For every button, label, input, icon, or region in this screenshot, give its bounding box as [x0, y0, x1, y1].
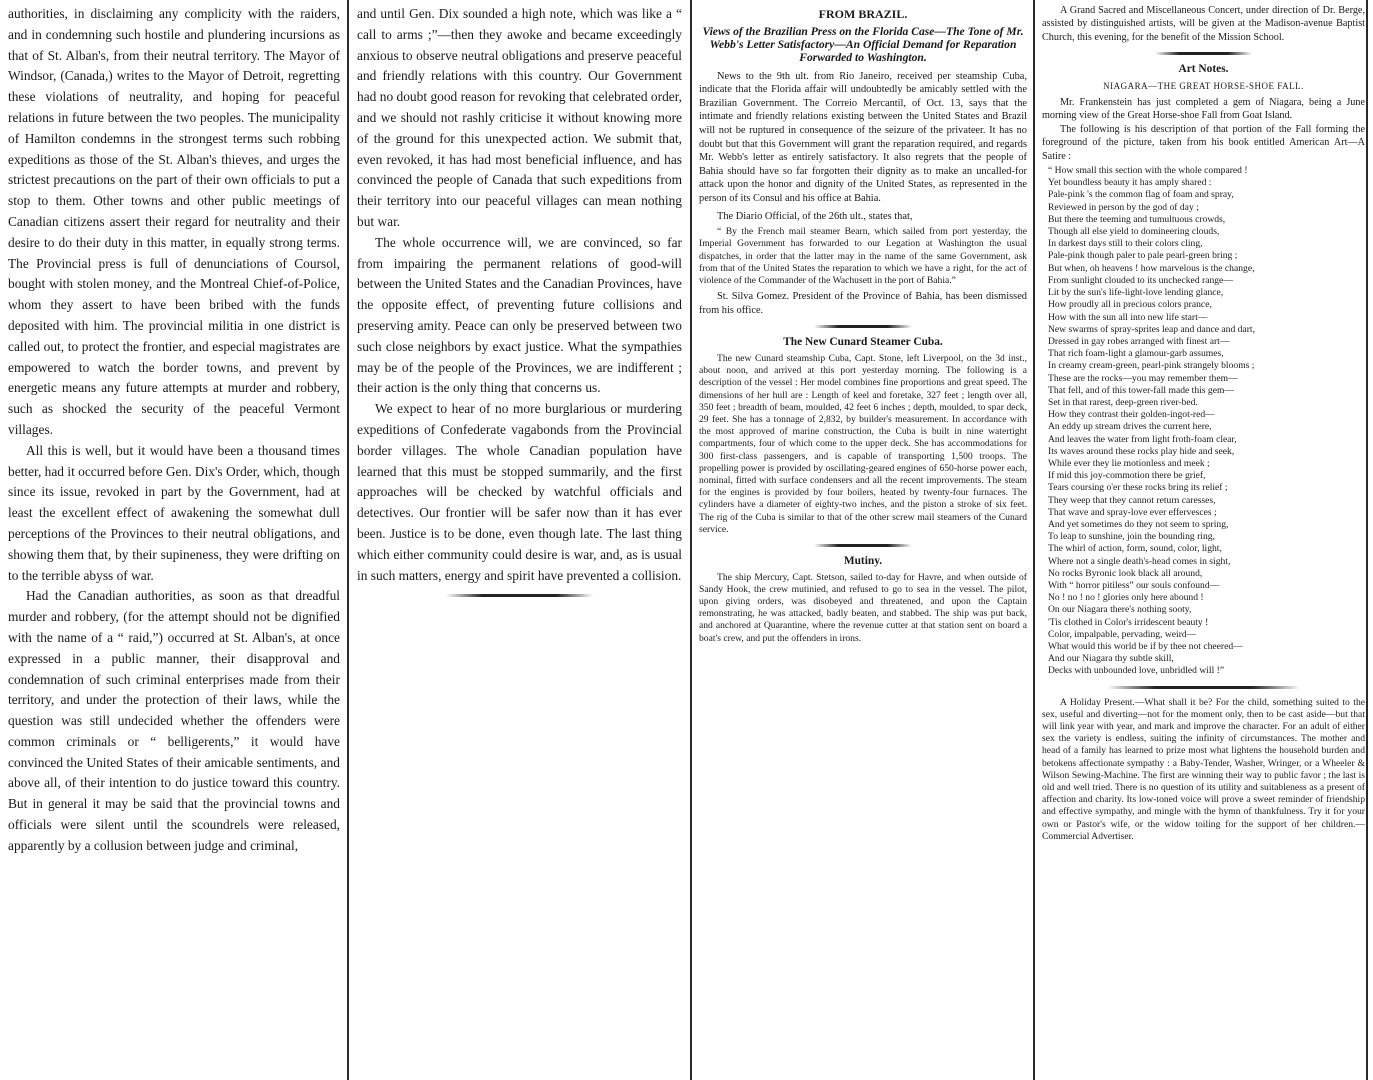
poem-line: They weep that they cannot return caresses, — [1048, 494, 1216, 506]
poem-line: Pale-pink though paler to pale pearl-green bring ; — [1048, 250, 1238, 262]
poem-line: Lit by the sun's life-light-love lending glance, — [1048, 287, 1224, 299]
poem-line: How proudly all in precious colors prance, — [1048, 299, 1212, 311]
cunard-heading: The New Cunard Steamer Cuba. — [783, 336, 943, 349]
column-4 — [1042, 4, 1365, 843]
col2-end-rule — [446, 594, 592, 597]
col2-paragraph-3: We expect to hear of no more burglarious or murdering expeditions of Confederate vagabonds from the Provincial border villages. The whole Canadian population have learned that this must be stopped summarily, and the first approaches will be checked by watchful officials and detectives. Our frontier will be safer now than it has ever been. Justice is to be done, even though late. The last thing which either community could desire is war, and, as is usual in such matters, energy and spirit have prevented a collision. — [357, 401, 682, 583]
niagara-poem — [1048, 165, 1365, 678]
poem-line: Where not a single death's-head comes in sight, — [1048, 555, 1231, 567]
poem-line: That rich foam-light a glamour-garb assumes, — [1048, 348, 1224, 360]
poem-line: No rocks Byronic look black all around, — [1048, 567, 1203, 579]
poem-line: Yet boundless beauty it has amply shared : — [1048, 177, 1212, 189]
holiday-present-paragraph: A Holiday Present.—What shall it be? For the child, something suited to the sex, useful and diverting—not for the moment only, then to be cast aside—but that will link year with year, and mark and improve the character. For an adult of either sex the variety is endless, suiting the infinity of circumstances. The mother and head of a family has learned to prize most what lightens the household burden and betokens affectionate sympathy : a Baby-Tender, Washer, Wringer, or a Wheeler & Wilson Sewing-Machine. The first are winning their way to public favor ; the last is old and well tried. There is no question of its utility and suitableness as a present of affection and charity. Its low-toned voice will prove a sweet reminder of friendship and effective sympathy, and mingle with the hymn of thankfulness. Try it for your own or Pastor's wife, or the widow toiling for the support of her children.—Commercial Advertiser. — [1042, 696, 1365, 842]
brazil-quote: “ By the French mail steamer Bearn, which sailed from port yesterday, the Imperial Government has forwarded to our Legation at Washington the usual dispatches, in order that the latter may in the name of the same Government, ask from that of the United States the reparation to which we have a right, for the act of violence of the Commander of the Wachusett in the port of Bahia.” — [699, 226, 1027, 286]
poem-line: That fell, and of this tower-fall made this gem— — [1048, 384, 1235, 396]
poem-line: But when, oh heavens ! how marvelous is the change, — [1048, 262, 1255, 274]
brazil-paragraph-3: St. Silva Gomez. President of the Province of Bahia, has been dismissed from his office. — [699, 291, 1027, 316]
poem-line: The whirl of action, form, sound, color, light, — [1048, 543, 1222, 555]
poem-line: Set in that rarest, deep-green river-bed. — [1048, 396, 1198, 408]
mutiny-paragraph: The ship Mercury, Capt. Stetson, sailed to-day for Havre, and when outside of Sandy Hook, the crew mutinied, and refused to go to sea in the vessel. The pilot, upon giving orders, was disobeyed and threatened, and upon the Captain remonstrating, he was attacked, badly beaten, and stabbed. The ship was put back, and anchored at Quarantine, where the revenue cutter at that station sent on board a boat's crew, and put the offenders in irons. — [699, 571, 1027, 644]
poem-line: 'Tis clothed in Color's irridescent beauty ! — [1048, 616, 1209, 628]
cunard-end-rule — [814, 544, 912, 547]
col2-paragraph-1: and until Gen. Dix sounded a high note, which was like a “ call to arms ;”—then they awoke and became exceedingly anxious to observe neutral obligations and preserve peaceful and friendly relations with this country. Our Government had no doubt good reason for revoking that celebrated order, and we should not rashly criticise it without knowing more of the ground for this unexpected action. We submit that, even revoked, it has had most beneficial influence, and has convinced the people of Canada that such expeditions from their territory into our peaceful villages can mean nothing but war. — [357, 6, 682, 229]
concert-paragraph: A Grand Sacred and Miscellaneous Concert, under direction of Dr. Berge, assisted by distinguished artists, will be given at the Madison-avenue Baptist Church, this evening, for the benefit of the Mission School. — [1042, 5, 1365, 43]
poem-line: Color, impalpable, pervading, weird— — [1048, 628, 1197, 640]
col1-paragraph-2: All this is well, but it would have been a thousand times better, had it occurred before Gen. Dix's Order, which, though since its issue, revoked in part by the Government, had at least the excellent effect of awakening the somewhat dull perceptions of the Provinces to their neutral obligations, and showing them that, by their supineness, they were drifting on to the terrible abyss of war. — [8, 442, 340, 583]
column-rule-1 — [347, 0, 349, 1080]
cunard-paragraph: The new Cunard steamship Cuba, Capt. Stone, left Liverpool, on the 3d inst., about noon, and arrived at this port yesterday morning. The following is a description of the vessel : Her model combines fine proportions and great speed. The dimensions of her hull are : Length of keel and foretake, 327 feet ; length over all, 350 feet ; breadth of beam, moulded, 42 feet 6 inches ; depth, moulded, to spar deck, 29 feet. She has a tonnage of 2,832, by builder's measurement. In accordance with the most approved of marine construction, the Cuba is built in nine watertight compartments, four of which come to the upper deck. She has accommodations for 300 first-class passengers, and is capable of transporting 1,500 troops. The propelling power is provided by oscillating-geared engines of 650-horse power each, nominal, fitted with surface condensers and all the recent improvements. The steam for the engines is provided by four boilers, heated by twenty-four furnaces. The cylinders have a diameter of eighty-two inches, and the piston a stroke of six feet. The rig of the Cuba is similar to that of the other screw mail steamers of the Cunard service. — [699, 352, 1027, 535]
brazil-paragraph-1: News to the 9th ult. from Rio Janeiro, received per steamship Cuba, indicate that the Florida affair will undoubtedly be amicably settled with the Brazilian Government. The Correio Mercantil, of Oct. 13, says that the intimate and friendly relations existing between the United States and Brazil will not be ruptured in consequence of the seizure of the privateer. It has no doubt but that this Government will grant the reparation required, and regards Mr. Webb's letter as entirely satisfactory. It also regrets that the people of Bahia should have so far forgotten their dignity as to make an uncalled-for attack upon the honor and dignity of the United States, as represented in the person of its Consul and his office at Bahia. — [699, 70, 1027, 204]
column-1 — [8, 4, 340, 857]
poem-line: Though all else yield to domineering clouds, — [1048, 226, 1220, 238]
poem-line: Reviewed in person by the god of day ; — [1048, 201, 1199, 213]
brazil-heading: FROM BRAZIL. — [818, 7, 908, 21]
poem-line: If mid this joy-commotion there be grief, — [1048, 470, 1206, 482]
concert-end-rule — [1155, 52, 1252, 55]
brazil-end-rule — [814, 325, 912, 328]
poem-line: “ How small this section with the whole compared ! — [1048, 165, 1248, 177]
poem-line: In creamy cream-green, pearl-pink strangely blooms ; — [1048, 360, 1255, 372]
art-notes-paragraph-2: The following is his description of that portion of the Fall forming the foreground of the picture, taken from his book entitled American Art—A Satire : — [1042, 123, 1365, 162]
poem-line: To leap to sunshine, join the bounding ring, — [1048, 531, 1215, 543]
poem-line: No ! no ! no ! glories only here abound ! — [1048, 592, 1204, 604]
poem-line: How with the sun all into new life start— — [1048, 311, 1208, 323]
column-rule-2 — [690, 0, 692, 1080]
col1-paragraph-3: Had the Canadian authorities, as soon as that dreadful murder and robbery, (for the attempt should not be dignified with the name of a “ raid,”) occurred at St. Alban's, at once expressed in a public manner, their disapproval and condemnation of such criminal enterprises made from their territory, and under the protection of their laws, while the question was still undecided whether the offenders were common criminals or “ belligerents,” it would have convinced the United States of their amicable sentiments, and above all, of their intention to do justice toward this country. But in general it may be said that the provincial towns and officials were silent until the scoundrels were released, apparently by a collusion between judge and criminal, — [8, 588, 340, 853]
poem-line: Dressed in gay robes arranged with finest art— — [1048, 335, 1230, 347]
poem-line: Its waves around these rocks play hide and seek, — [1048, 445, 1235, 457]
poem-line: In darkest days still to their colors cling, — [1048, 238, 1203, 250]
poem-line: Pale-pink 's the common flag of foam and spray, — [1048, 189, 1234, 201]
brazil-subheading: Views of the Brazilian Press on the Florida Case—The Tone of Mr. Webb's Letter Satisfactory—An Official Demand for Reparation Forwarded to Washington. — [702, 24, 1024, 64]
col1-paragraph-1: authorities, in disclaiming any complicity with the raiders, and in condemning such hostile and plundering incursions as that of St. Alban's, from their neutral territory. The Mayor of Windsor, (Canada,) writes to the Mayor of Detroit, regretting these violations of neutrality, and hoping for peaceful relations in future between the two peoples. The municipality of Hamilton condemns in the strongest terms such robbing expeditions as those of the St. Alban's thieves, and urges the strictest precautions on the part of their own officials to put a stop to them. Other towns and other public meetings of Canadian citizens assert their regard for neutrality and their desire to do their duty in this matter, in equally strong terms. The Provincial press is full of denunciations of Coursol, bought with stolen money, and the Montreal Chief-of-Police, whom they assert to have been bribed with the funds deposited with him. The provincial militia in one district is called out, to protect the frontier, and especial magistrates are empowered to watch the border towns, and prevent by energetic means any future attempts at murder and robbery, such as shocked the security of the peaceful Vermont villages. — [8, 6, 340, 437]
poem-line: That wave and spray-love ever effervesces ; — [1048, 506, 1217, 518]
column-2 — [357, 4, 682, 605]
poem-line: And yet sometimes do they not seem to spring, — [1048, 518, 1229, 530]
brazil-paragraph-2: The Diario Official, of the 26th ult., states that, — [717, 210, 913, 222]
poem-line: These are the rocks—you may remember them— — [1048, 372, 1238, 384]
art-notes-paragraph-1: Mr. Frankenstein has just completed a gem of Niagara, being a June morning view of the Great Horse-shoe Fall from Goat Island. — [1042, 97, 1365, 122]
mutiny-heading: Mutiny. — [843, 554, 883, 567]
column-rule-3 — [1033, 0, 1035, 1080]
poem-line: Decks with unbounded love, unbridled will !” — [1048, 665, 1225, 677]
poem-line: How they contrast their golden-ingot-red— — [1048, 409, 1215, 421]
poem-line: What would this world be if by thee not cheered— — [1048, 640, 1243, 652]
column-rule-4 — [1366, 0, 1368, 1080]
poem-line: On our Niagara there's nothing sooty, — [1048, 604, 1192, 616]
col2-paragraph-2: The whole occurrence will, we are convinced, so far from impairing the permanent relations of good-will between the United States and the Canadian Provinces, have the opposite effect, of preventing future collisions and preserving amity. Peace can only be preserved between two such close neighbors by exact justice. What the sympathies may be of the people of the Provinces, we are indifferent ; their action is the only thing that concerns us. — [357, 234, 682, 396]
poem-line: Tears coursing o'er these rocks bring its relief ; — [1048, 482, 1228, 494]
poem-line: And our Niagara thy subtle skill, — [1048, 653, 1174, 665]
poem-line: And leaves the water from light froth-foam clear, — [1048, 433, 1237, 445]
art-notes-heading: Art Notes. — [1178, 63, 1229, 76]
poem-end-rule — [1107, 686, 1301, 689]
poem-line: With “ horror pitiless” our souls confound— — [1048, 579, 1220, 591]
poem-line: But there the teeming and tumultuous crowds, — [1048, 213, 1226, 225]
poem-line: An eddy up stream drives the current here, — [1048, 421, 1212, 433]
poem-line: While ever they lie motionless and meek ; — [1048, 457, 1210, 469]
art-notes-subheading: NIAGARA—THE GREAT HORSE-SHOE FALL. — [1103, 80, 1304, 91]
poem-line: New swarms of spray-sprites leap and dance and dart, — [1048, 323, 1255, 335]
column-3 — [699, 4, 1027, 645]
poem-line: From sunlight clouded to its unchecked range— — [1048, 274, 1233, 286]
